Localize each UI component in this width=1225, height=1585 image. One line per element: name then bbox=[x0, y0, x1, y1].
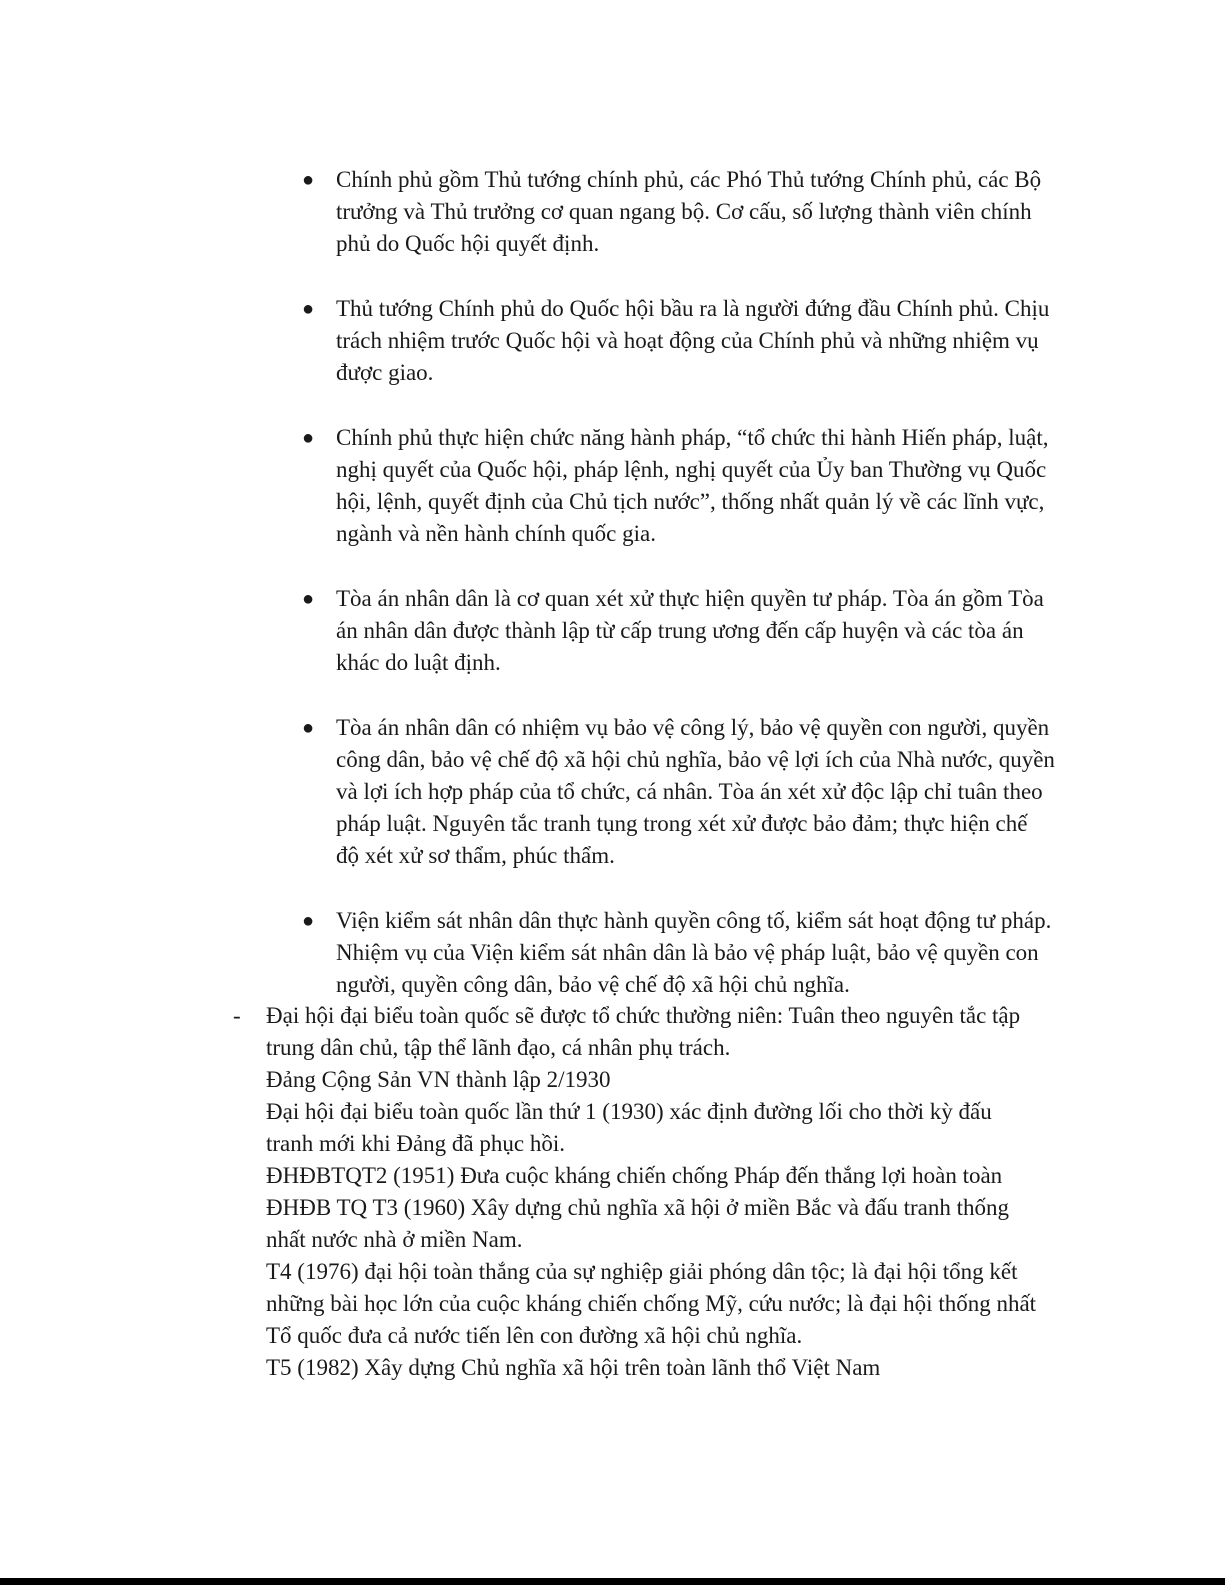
bullet-text: Viện kiểm sát nhân dân thực hành quyền công tố, kiểm sát hoạt động tư pháp. Nhiệm vụ của Viện kiểm sát nhân dân là bảo vệ pháp luật, bảo vệ quyền con người, quyền công dân, bảo vệ chế độ xã hội chủ nghĩa. bbox=[336, 908, 1052, 997]
dash-paragraphs bbox=[266, 1000, 1041, 1384]
paragraph: ĐHĐBTQT2 (1951) Đưa cuộc kháng chiến chống Pháp đến thắng lợi hoàn toàn bbox=[266, 1163, 1003, 1188]
bullet-icon: ● bbox=[302, 169, 315, 191]
paragraph: Đại hội đại biểu toàn quốc lần thứ 1 (1930) xác định đường lối cho thời kỳ đấu tranh mới khi Đảng đã phục hồi. bbox=[266, 1099, 992, 1156]
page-bottom-border bbox=[0, 1578, 1225, 1585]
bullet-text: Tòa án nhân dân là cơ quan xét xử thực hiện quyền tư pháp. Tòa án gồm Tòa án nhân dân được thành lập từ cấp trung ương đến cấp huyện và các tòa án khác do luật định. bbox=[336, 586, 1044, 675]
bullet-icon: ● bbox=[302, 427, 315, 449]
bullet-icon: ● bbox=[302, 910, 315, 932]
bullet-icon: ● bbox=[302, 298, 315, 320]
paragraph: Đại hội đại biểu toàn quốc sẽ được tổ chức thường niên: Tuân theo nguyên tắc tập trung dân chủ, tập thể lãnh đạo, cá nhân phụ trách. bbox=[266, 1003, 1021, 1060]
bullet-text: Chính phủ thực hiện chức năng hành pháp, “tổ chức thi hành Hiến pháp, luật, nghị quyết của Quốc hội, pháp lệnh, nghị quyết của Ủy ban Thường vụ Quốc hội, lệnh, quyết định của Chủ tịch nước”, thống nhất quản lý về các lĩnh vực, ngành và nền hành chính quốc gia. bbox=[336, 425, 1049, 546]
paragraph: T4 (1976) đại hội toàn thắng của sự nghiệp giải phóng dân tộc; là đại hội tổng kết những bài học lớn của cuộc kháng chiến chống Mỹ, cứu nước; là đại hội thống nhất Tổ quốc đưa cả nước tiến lên con đường xã hội chủ nghĩa. bbox=[266, 1259, 1037, 1348]
bullet-text: Tòa án nhân dân có nhiệm vụ bảo vệ công lý, bảo vệ quyền con người, quyền công dân, bảo vệ chế độ xã hội chủ nghĩa, bảo vệ lợi ích của Nhà nước, quyền và lợi ích hợp pháp của tổ chức, cá nhân. Tòa án xét xử độc lập chỉ tuân theo pháp luật. Nguyên tắc tranh tụng trong xét xử được bảo đảm; thực hiện chế độ xét xử sơ thẩm, phúc thẩm. bbox=[336, 715, 1055, 868]
paragraph: ĐHĐB TQ T3 (1960) Xây dựng chủ nghĩa xã hội ở miền Bắc và đấu tranh thống nhất nước nhà ở miền Nam. bbox=[266, 1195, 1010, 1252]
bullet-item bbox=[0, 583, 1056, 679]
bullet-text: Thủ tướng Chính phủ do Quốc hội bầu ra là người đứng đầu Chính phủ. Chịu trách nhiệm trước Quốc hội và hoạt động của Chính phủ và những nhiệm vụ được giao. bbox=[336, 296, 1050, 385]
bullet-list bbox=[0, 164, 1225, 1001]
bullet-item bbox=[0, 293, 1056, 389]
bullet-item bbox=[0, 422, 1056, 550]
bullet-item bbox=[0, 164, 1056, 260]
paragraph: Đảng Cộng Sản VN thành lập 2/1930 bbox=[266, 1067, 611, 1092]
bullet-item bbox=[0, 712, 1056, 872]
bullet-text: Chính phủ gồm Thủ tướng chính phủ, các Phó Thủ tướng Chính phủ, các Bộ trưởng và Thủ trưởng cơ quan ngang bộ. Cơ cấu, số lượng thành viên chính phủ do Quốc hội quyết định. bbox=[336, 167, 1042, 256]
dash-icon: - bbox=[233, 1003, 241, 1028]
bullet-item bbox=[0, 905, 1056, 1001]
bullet-icon: ● bbox=[302, 717, 315, 739]
bullet-icon: ● bbox=[302, 588, 315, 610]
paragraph: T5 (1982) Xây dựng Chủ nghĩa xã hội trên toàn lãnh thổ Việt Nam bbox=[266, 1355, 881, 1380]
